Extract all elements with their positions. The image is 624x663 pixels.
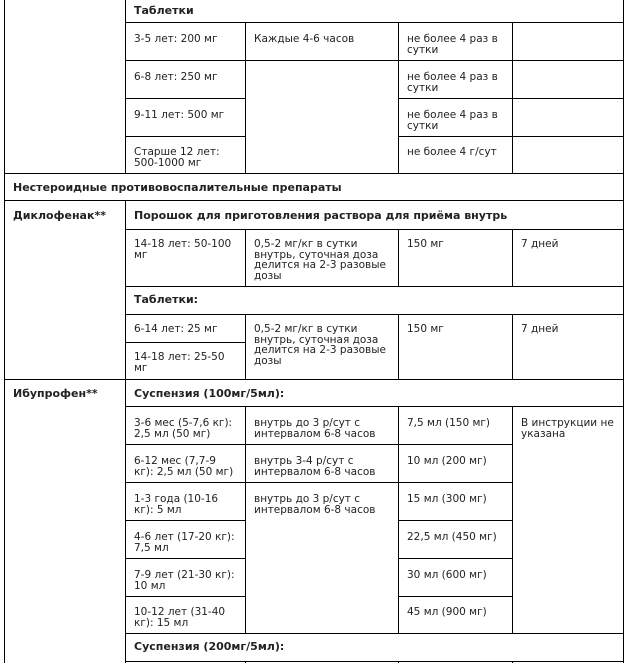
diclofenac-tablets-header: Таблетки: (134, 293, 199, 306)
ibuprofen-age-1: 3-6 мес (5-7,6 кг): 2,5 мл (50 мг) (134, 417, 233, 440)
diclofenac-powder-header: Порошок для приготовления раствора для приёма внутрь (134, 209, 508, 222)
tablets-freq-4: не более 4 г/сут (407, 146, 497, 158)
diclofenac-powder-age: 14-18 лет: 50-100 мг (134, 238, 232, 261)
ibuprofen-age-4: 4-6 лет (17-20 кг): 7,5 мл (134, 531, 235, 554)
diclofenac-powder-duration: 7 дней (521, 238, 559, 250)
tablets-header: Таблетки (134, 4, 194, 17)
ibuprofen-dose-2: внутрь 3-4 р/сут с интервалом 6-8 часов (254, 455, 376, 478)
ibuprofen-susp200-header: Суспензия (200мг/5мл): (134, 640, 285, 653)
tablets-age-3: 9-11 лет: 500 мг (134, 109, 225, 121)
diclofenac-tablets-age-1: 6-14 лет: 25 мг (134, 323, 218, 335)
diclofenac-tablets-dose: 0,5-2 мг/кг в сутки внутрь, суточная доза делится на 2-3 разовые дозы (254, 323, 386, 367)
ibuprofen-age-6: 10-12 лет (31-40 кг): 15 мл (134, 606, 226, 629)
ibuprofen-max-4: 22,5 мл (450 мг) (407, 531, 497, 543)
diclofenac-tablets-duration: 7 дней (521, 323, 559, 335)
tablets-interval: Каждые 4-6 часов (254, 33, 355, 45)
diclofenac-powder-max: 150 мг (407, 238, 444, 250)
ibuprofen-dose-1: внутрь до 3 р/сут с интервалом 6-8 часов (254, 417, 376, 440)
section-title-nsaid: Нестероидные противовоспалительные препараты (13, 181, 342, 194)
diclofenac-powder-dose: 0,5-2 мг/кг в сутки внутрь, суточная доза делится на 2-3 разовые дозы (254, 238, 386, 282)
ibuprofen-age-5: 7-9 лет (21-30 кг): 10 мл (134, 569, 235, 592)
ibuprofen-max-6: 45 мл (900 мг) (407, 606, 487, 618)
ibuprofen-duration: В инструкции не указана (521, 417, 614, 440)
ibuprofen-max-5: 30 мл (600 мг) (407, 569, 487, 581)
tablets-age-2: 6-8 лет: 250 мг (134, 71, 218, 83)
drug-name-ibuprofen: Ибупрофен** (13, 387, 98, 400)
diclofenac-tablets-max: 150 мг (407, 323, 444, 335)
ibuprofen-max-1: 7,5 мл (150 мг) (407, 417, 491, 429)
tablets-freq-2: не более 4 раз в сутки (407, 71, 498, 94)
tablets-age-1: 3-5 лет: 200 мг (134, 33, 218, 45)
ibuprofen-age-3: 1-3 года (10-16 кг): 5 мл (134, 493, 219, 516)
ibuprofen-max-2: 10 мл (200 мг) (407, 455, 487, 467)
drug-name-diclofenac: Диклофенак** (13, 209, 106, 222)
tablets-freq-1: не более 4 раз в сутки (407, 33, 498, 56)
ibuprofen-susp100-header: Суспензия (100мг/5мл): (134, 387, 285, 400)
tablets-age-4: Старше 12 лет: 500-1000 мг (134, 146, 220, 169)
diclofenac-tablets-age-2: 14-18 лет: 25-50 мг (134, 351, 225, 374)
ibuprofen-max-3: 15 мл (300 мг) (407, 493, 487, 505)
tablets-freq-3: не более 4 раз в сутки (407, 109, 498, 132)
ibuprofen-dose-3: внутрь до 3 р/сут с интервалом 6-8 часов (254, 493, 376, 516)
ibuprofen-age-2: 6-12 мес (7,7-9 кг): 2,5 мл (50 мг) (134, 455, 234, 478)
